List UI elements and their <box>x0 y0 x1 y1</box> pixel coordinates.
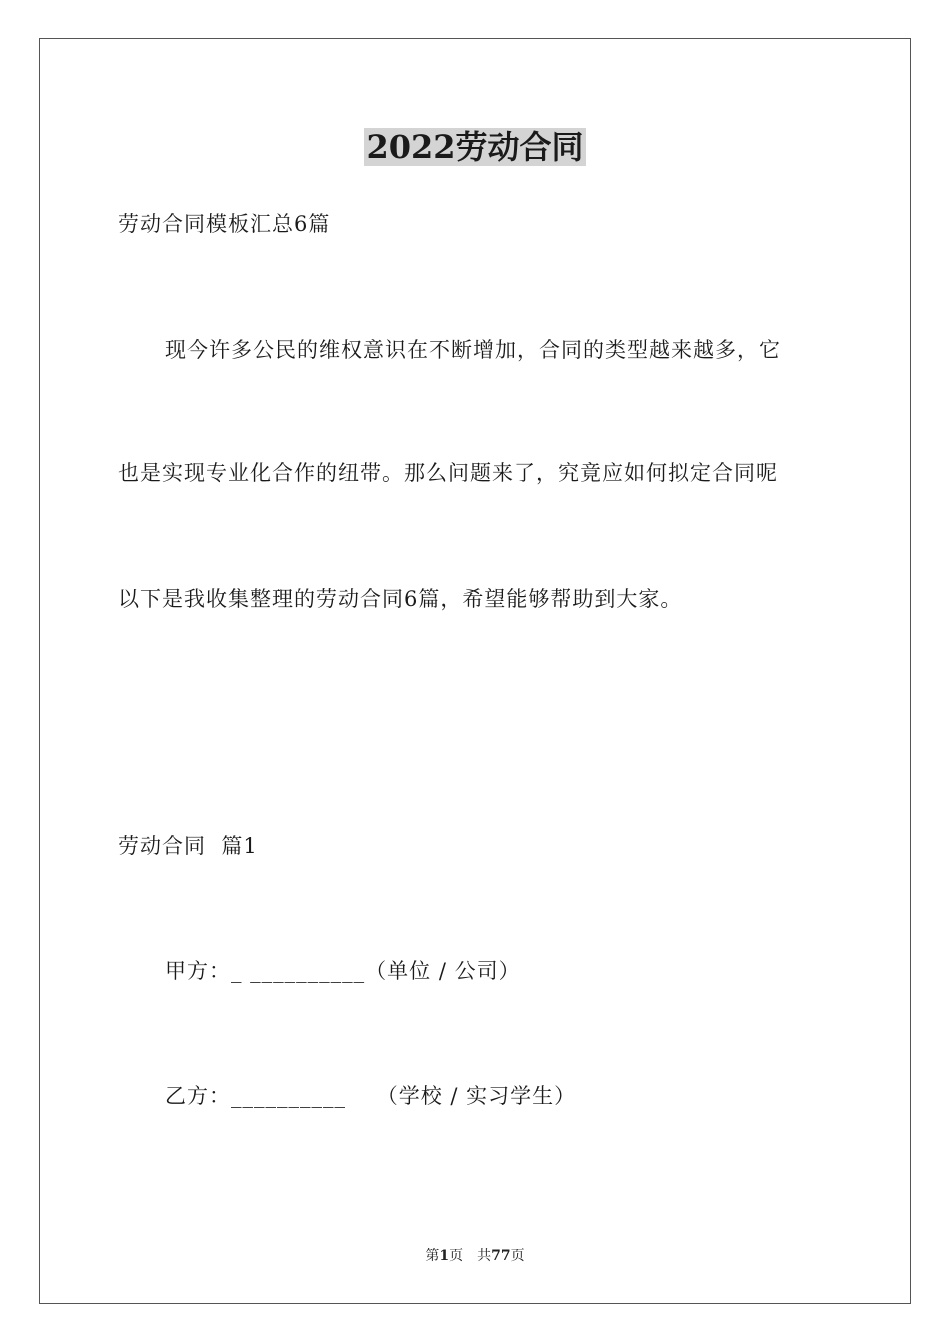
footer-page-suffix: 页 <box>449 1248 464 1264</box>
footer-total-suffix: 页 <box>510 1248 525 1264</box>
intro-paragraph-line-2: 也是实现专业化合作的纽带。那么问题来了，究竟应如何拟定合同呢 <box>118 461 778 485</box>
footer-total-prefix: 共 <box>477 1248 492 1264</box>
intro-paragraph-line-3: 以下是我收集整理的劳动合同6篇，希望能够帮助到大家。 <box>118 587 683 611</box>
section-heading: 劳动合同 篇1 <box>118 834 258 858</box>
footer-total-pages: 77 <box>491 1248 511 1264</box>
document-subtitle: 劳动合同模板汇总6篇 <box>118 212 331 236</box>
party-a-line: 甲方：_ __________（单位 / 公司） <box>165 959 521 983</box>
footer-page-number: 1 <box>439 1248 450 1264</box>
page-footer <box>0 1246 950 1266</box>
document-title <box>0 124 950 170</box>
footer-page-prefix: 第 <box>425 1248 440 1264</box>
intro-paragraph-line-1: 现今许多公民的维权意识在不断增加，合同的类型越来越多，它 <box>165 338 781 362</box>
document-title-text: 2022劳动合同 <box>366 128 584 166</box>
party-b-line: 乙方：__________ （学校 / 实习学生） <box>165 1084 577 1108</box>
